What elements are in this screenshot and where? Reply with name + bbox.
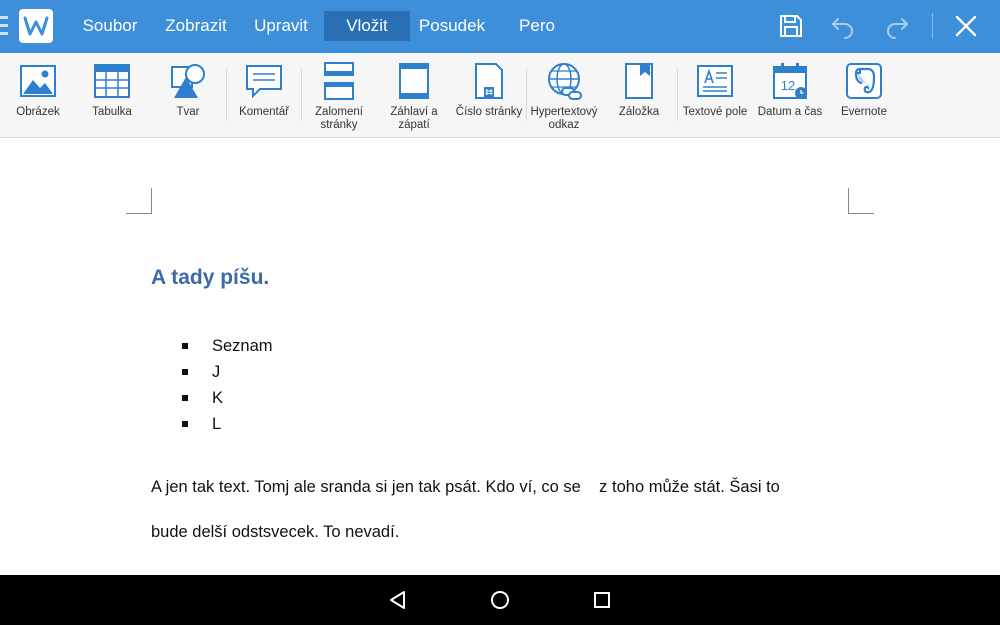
home-icon[interactable] xyxy=(488,588,512,612)
bookmark-icon xyxy=(619,61,659,101)
document-heading[interactable]: A tady píšu. xyxy=(151,266,270,289)
image-icon xyxy=(18,61,58,101)
ribbon-label: Obrázek xyxy=(16,106,60,118)
page-number-icon xyxy=(469,61,509,101)
list-item-text: L xyxy=(212,415,222,433)
tab-upravit[interactable]: Upravit xyxy=(254,16,308,35)
ribbon-divider xyxy=(226,69,227,121)
close-icon[interactable] xyxy=(949,9,983,43)
header-footer-icon xyxy=(394,61,434,101)
ribbon-label: Záhlaví a zápatí xyxy=(390,106,438,131)
ribbon-label: Tvar xyxy=(176,106,200,118)
ribbon-label: Textové pole xyxy=(682,106,748,118)
ribbon-label: Evernote xyxy=(840,106,888,118)
undo-icon[interactable] xyxy=(826,9,860,43)
ribbon-label: Zalomení stránky xyxy=(315,106,363,131)
page-break-icon xyxy=(319,61,359,101)
shape-icon xyxy=(168,61,208,101)
ribbon-label: Hypertextový odkaz xyxy=(530,106,598,131)
page-margin-corner-left xyxy=(126,188,152,214)
hyperlink-icon xyxy=(544,61,584,101)
calendar-icon xyxy=(770,61,810,101)
evernote-icon xyxy=(844,61,884,101)
drawer-menu-icon[interactable] xyxy=(0,16,8,38)
paragraph-line-2[interactable]: bude delší odstsvecek. To nevadí. xyxy=(151,523,400,541)
toolbar-divider xyxy=(932,13,933,39)
ribbon-label: Datum a čas xyxy=(757,106,823,118)
ribbon-text-box-button[interactable] xyxy=(678,53,752,138)
ribbon-header-footer-button[interactable] xyxy=(377,53,451,138)
ribbon-table-button[interactable] xyxy=(76,53,148,138)
app-logo[interactable] xyxy=(19,9,53,43)
ribbon-image-button[interactable] xyxy=(2,53,74,138)
back-icon[interactable] xyxy=(386,588,410,612)
calendar-day-text: 12 xyxy=(780,78,796,93)
tab-vlozit[interactable]: Vložit xyxy=(324,11,410,41)
list-item-text: J xyxy=(212,363,221,381)
table-icon xyxy=(92,61,132,101)
bullet-marker xyxy=(182,421,188,427)
ribbon-page-number-button[interactable] xyxy=(452,53,526,138)
comment-icon xyxy=(244,61,284,101)
ribbon-bookmark-button[interactable] xyxy=(602,53,676,138)
ribbon-label: Tabulka xyxy=(92,106,132,118)
system-navigation-bar xyxy=(0,575,1000,625)
ribbon-shape-button[interactable] xyxy=(152,53,224,138)
ribbon-page-break-button[interactable] xyxy=(302,53,376,138)
ribbon-label: Záložka xyxy=(618,106,660,118)
list-item-text: Seznam xyxy=(212,337,273,355)
bullet-marker xyxy=(182,395,188,401)
ribbon-evernote-button[interactable] xyxy=(828,53,900,138)
ribbon-label: Komentář xyxy=(239,106,289,118)
document-page[interactable] xyxy=(0,139,1000,575)
ribbon-label: Číslo stránky xyxy=(455,106,523,118)
tab-soubor[interactable]: Soubor xyxy=(82,16,138,35)
ribbon-comment-button[interactable] xyxy=(228,53,300,138)
paragraph-line-1[interactable]: A jen tak text. Tomj ale sranda si jen tak psát. Kdo ví, co se z toho může stát. Šasi to xyxy=(151,478,780,496)
tab-pero[interactable]: Pero xyxy=(519,16,555,35)
bullet-marker xyxy=(182,369,188,375)
ribbon-hyperlink-button[interactable] xyxy=(527,53,601,138)
top-bar xyxy=(0,0,1000,53)
tab-posudek[interactable]: Posudek xyxy=(418,16,486,35)
redo-icon[interactable] xyxy=(880,9,914,43)
text-box-icon xyxy=(695,61,735,101)
ribbon-date-time-button[interactable] xyxy=(752,53,828,138)
tab-zobrazit[interactable]: Zobrazit xyxy=(165,16,227,35)
list-item-text: K xyxy=(212,389,224,407)
insert-ribbon xyxy=(0,53,1000,138)
page-margin-corner-right xyxy=(848,188,874,214)
save-icon[interactable] xyxy=(774,9,808,43)
recents-icon[interactable] xyxy=(590,588,614,612)
w-logo-icon xyxy=(23,15,49,37)
bullet-marker xyxy=(182,343,188,349)
